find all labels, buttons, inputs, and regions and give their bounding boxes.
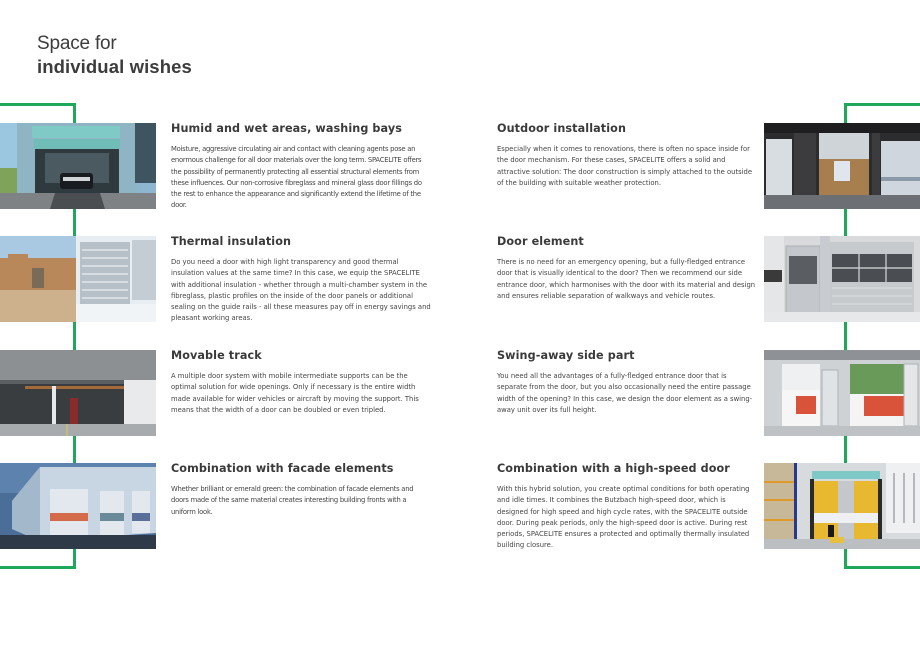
section-body: Especially when it comes to renovations, there is often no space inside for the door mechanism. For these cases, SPACELITE offers a solid and attractive solution: The door construction is simply attached to the outside of the building with suitable weather protection. [497,145,753,187]
insulated-door-photo [0,236,156,322]
section-body: Whether brilliant or emerald green: the combination of facade elements and doors made of the same material creates interesting building fronts with a uniform look. [171,485,414,516]
section-body: There is no need for an emergency opening, but a fully-fledged entrance door that is visually identical to the door? Then we recommend our side entrance door, which harmonises with the door with its material and design and ensures reliable separation of walkways and vehicle routes. [497,258,756,300]
section-facade-elements [171,462,431,518]
high-speed-door-photo [764,463,920,549]
section-heading: Swing-away side part [497,349,635,362]
swing-away-door-photo [764,350,920,436]
section-body: With this hybrid solution, you create optimal conditions for both operating and idle times. It combines the Butzbach high-speed door, which is designed for high speed and high cycle rates, with the SPACELITE outside door. During peak periods, only the high-speed door is active. During rest periods, SPACELITE ensures a protected and optimally thermally insulated building closure. [497,485,750,550]
left-accent-line-top [0,103,76,106]
section-heading: Humid and wet areas, washing bays [171,122,402,135]
section-heading: Combination with a high-speed door [497,462,730,475]
outdoor-doors-photo [764,123,920,209]
left-accent-line-bottom [0,566,76,569]
section-body: Do you need a door with high light transparency and good thermal insulation values at the same time? In this case, we equip the SPACELITE with additional insulation - whether through a multi-chamber system in the fibreglass, plastic profiles on the inside of the door panels or additional sealing on the guide rails - all these measures pay off in energy savings and pleasant working areas. [171,258,431,323]
right-accent-line-top [844,103,920,106]
side-entrance-door-photo [764,236,920,322]
page-title-line2: individual wishes [37,56,192,77]
section-body: Moisture, aggressive circulating air and contact with cleaning agents pose an enormous challenge for all door materials over the long term. SPACELITE offers the possibility of permanently protecting all essential structural elements from these influences. Our non-corrosive fibreglass and mineral glass door fillings do the rest to enhance the appearance and significantly extend the lifetime of the door. [171,145,422,210]
facade-building-photo [0,463,156,549]
section-heading: Combination with facade elements [171,462,394,475]
section-body: A multiple door system with mobile intermediate supports can be the optimal solution for wide openings. Only if necessary is the entire width made available for wider vehicles or aircraft by moving the support. This means that the width of a door can be doubled or even tripled. [171,372,419,414]
section-body: You need all the advantages of a fully-fledged entrance door that is separate from the door, but you also occasionally need the entire passage width of the opening? In this case, we design the door element as a swing-away unit over its full height. [497,372,753,414]
hangar-door-photo [0,350,156,436]
page-title [37,34,192,77]
section-humid-wet-areas [171,122,431,212]
car-wash-bay-photo [0,123,156,209]
page-title-line1: Space for [37,33,117,54]
section-heading: Door element [497,235,584,248]
section-movable-track [171,349,431,416]
section-swing-away-side-part [497,349,757,416]
section-outdoor-installation [497,122,757,189]
right-accent-line-bottom [844,566,920,569]
section-thermal-insulation [171,235,431,325]
section-heading: Outdoor installation [497,122,627,135]
section-heading: Movable track [171,349,262,362]
section-door-element [497,235,757,302]
section-heading: Thermal insulation [171,235,292,248]
section-high-speed-door [497,462,757,552]
